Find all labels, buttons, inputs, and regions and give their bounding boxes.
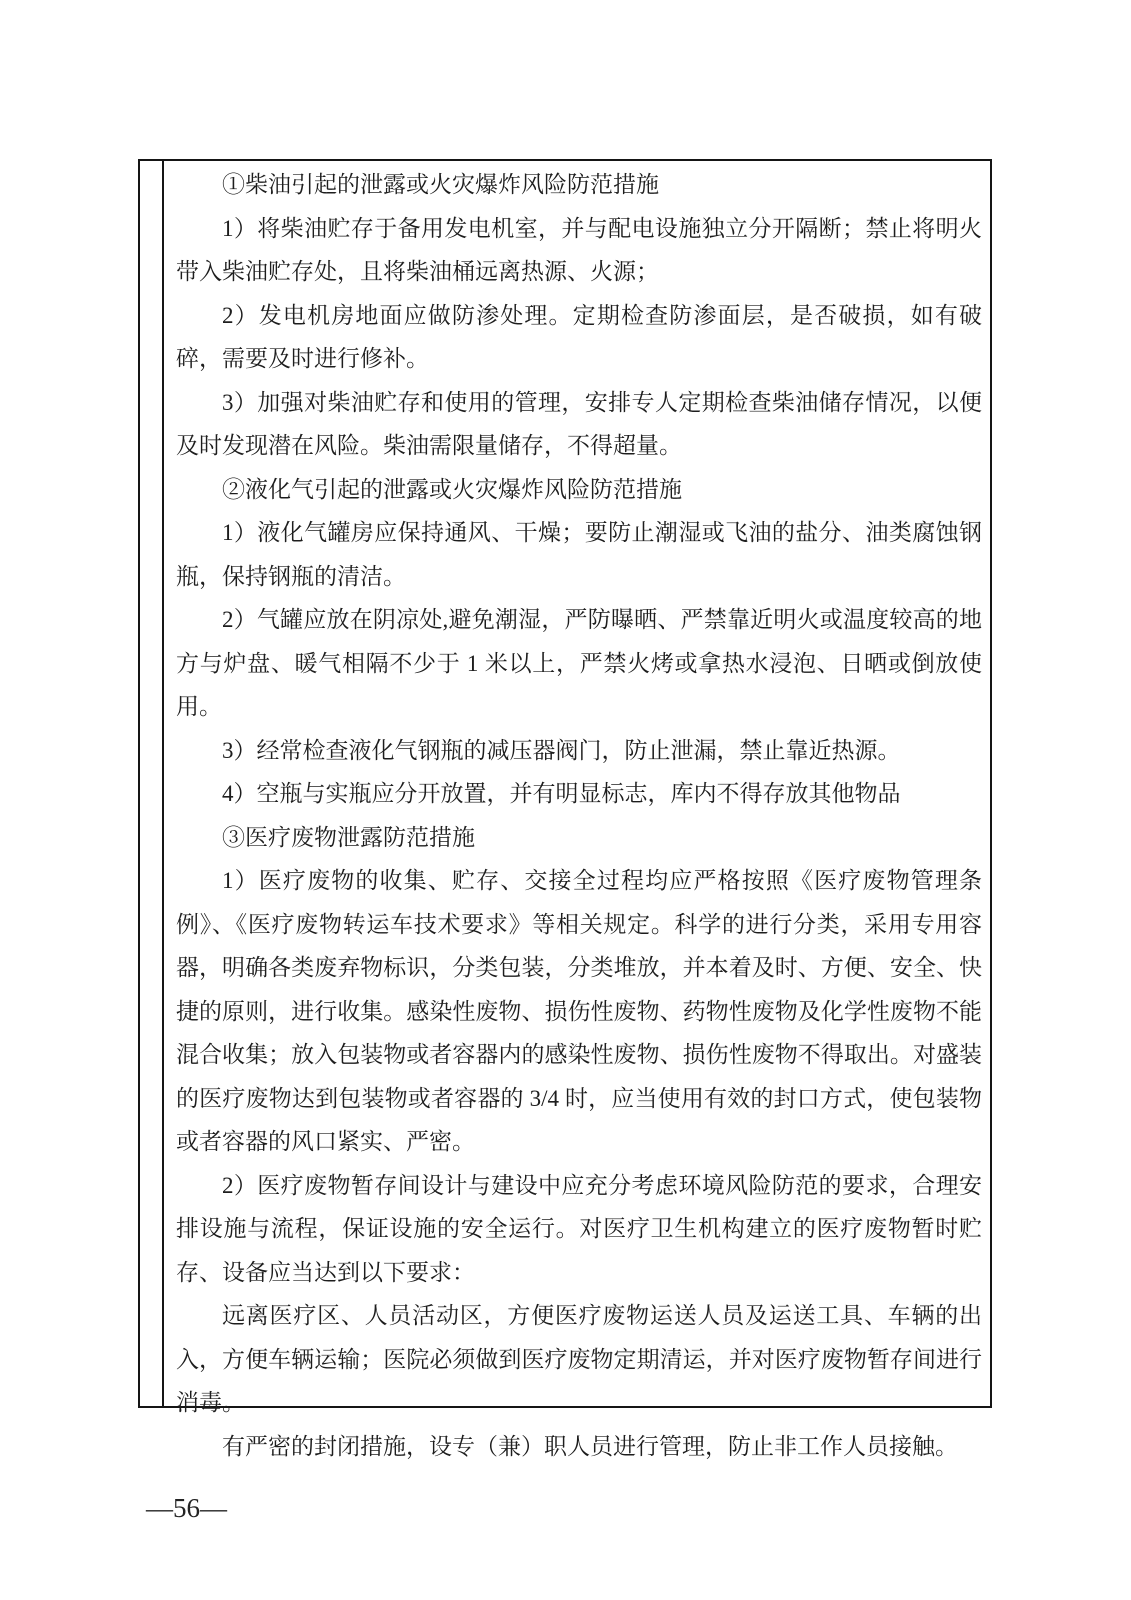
page-number: —56— — [146, 1493, 227, 1523]
paragraph: 1）医疗废物的收集、贮存、交接全过程均应严格按照《医疗废物管理条例》、《医疗废物转运车技术要求》等相关规定。科学的进行分类，采用专用容器，明确各类废弃物标识，分类包装，分类堆放，并本着及时、方便、安全、快捷的原则，进行收集。感染性废物、损伤性废物、药物性废物及化学性废物不能混合收集；放入包装物或者容器内的感染性废物、损伤性废物不得取出。对盛装的医疗废物达到包装物或者容器的 3/4 时，应当使用有效的封口方式，使包装物或者容器的风口紧实、严密。 — [176, 868, 982, 1154]
paragraph: 远离医疗区、人员活动区，方便医疗废物运送人员及运送工具、车辆的出入，方便车辆运输；医院必须做到医疗废物定期清运，并对医疗废物暂存间进行消毒。 — [176, 1303, 982, 1415]
paragraph: 3）加强对柴油贮存和使用的管理，安排专人定期检查柴油储存情况，以便及时发现潜在风险。柴油需限量储存，不得超量。 — [176, 389, 982, 458]
paragraph: 3）经常检查液化气钢瓶的减压器阀门，防止泄漏，禁止靠近热源。 — [222, 737, 901, 763]
table-text-cell — [164, 161, 990, 1459]
paragraph: ③医疗废物泄露防范措施 — [222, 824, 475, 850]
paragraph: 2）气罐应放在阴凉处,避免潮湿，严防曝晒、严禁靠近明火或温度较高的地方与炉盘、暖气相隔不少于 1 米以上，严禁火烤或拿热水浸泡、日晒或倒放使用。 — [176, 607, 982, 719]
paragraph: 2）医疗废物暂存间设计与建设中应充分考虑环境风险防范的要求，合理安排设施与流程，保证设施的安全运行。对医疗卫生机构建立的医疗废物暂时贮存、设备应当达到以下要求： — [176, 1172, 982, 1285]
paragraph: 有严密的封闭措施，设专（兼）职人员进行管理，防止非工作人员接触。 — [222, 1433, 958, 1459]
paragraph: 2）发电机房地面应做防渗处理。定期检查防渗面层，是否破损，如有破碎，需要及时进行修补。 — [176, 302, 982, 371]
paragraph: 4）空瓶与实瓶应分开放置，并有明显标志，库内不得存放其他物品 — [222, 781, 901, 806]
paragraph: ①柴油引起的泄露或火灾爆炸风险防范措施 — [222, 172, 659, 197]
paragraph: ②液化气引起的泄露或火灾爆炸风险防范措施 — [222, 476, 682, 502]
table-left-empty-column — [140, 161, 164, 1406]
paragraph: 1）将柴油贮存于备用发电机室，并与配电设施独立分开隔断；禁止将明火带入柴油贮存处，且将柴油桶远离热源、火源； — [176, 215, 982, 284]
paragraph: 1）液化气罐房应保持通风、干燥；要防止潮湿或飞油的盐分、油类腐蚀钢瓶，保持钢瓶的清洁。 — [176, 520, 982, 589]
content-table-cell-border — [138, 159, 992, 1459]
